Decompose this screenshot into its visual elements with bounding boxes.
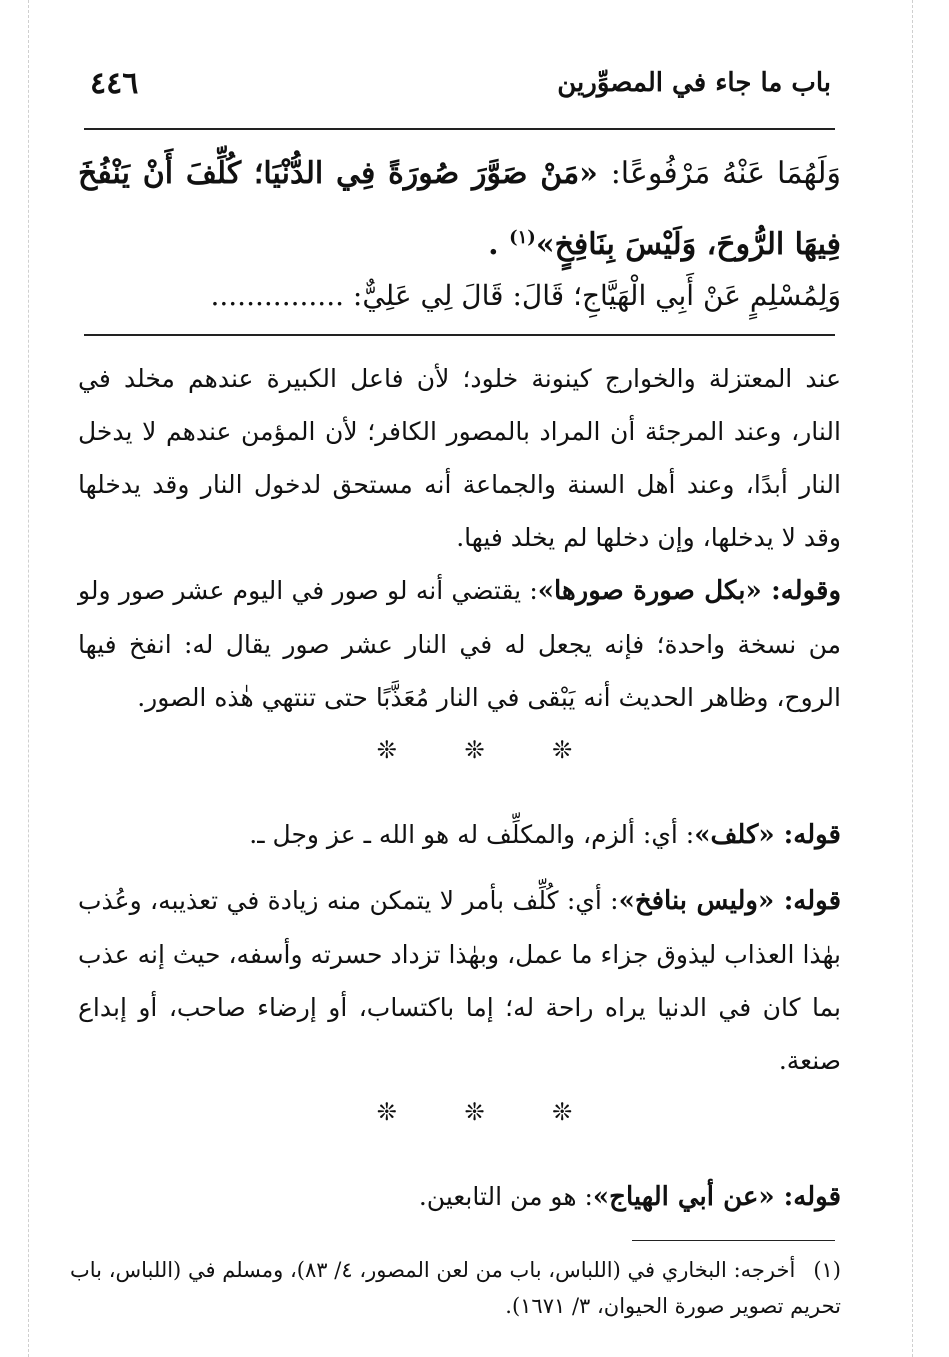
footnote-number: (١) bbox=[813, 1258, 841, 1282]
commentary-para-5 bbox=[78, 1170, 841, 1224]
scan-guide-line bbox=[912, 0, 913, 1357]
para3-text: : أي: ألزم، والمكلِّف له هو الله ـ عز وجل ـ. bbox=[249, 820, 695, 849]
page-header bbox=[90, 66, 831, 106]
hadith-end: . bbox=[488, 227, 499, 262]
footnote-marker: (١) bbox=[509, 227, 536, 248]
para5-label: قوله: «عن أبي الهياج» bbox=[592, 1182, 841, 1212]
section-divider-stars: ❊ ❊ ❊ bbox=[376, 736, 603, 764]
scan-guide-line bbox=[28, 0, 29, 1357]
para4-text: : أي: كُلِّف بأمر لا يتمكن منه زيادة في تعذيبه، وعُذب بهٰذا العذاب ليذوق جزاء ما عمل، وبهٰذا تزداد حسرته وأسفه، حيث إنه عذب بما كان في الدنيا يراه راحة له؛ إما باكتساب، أو إرضاء صاحب، أو إبداع صنعة. bbox=[78, 886, 841, 1075]
para4-label: قوله: «وليس بنافخ» bbox=[618, 886, 842, 916]
footnote-text: أخرجه: البخاري في (اللباس، باب من لعن المصور، ٤/ ٨٣)، ومسلم في (اللباس، باب تحريم تصوير صورة الحيوان، ٣/ ١٦٧١). bbox=[70, 1258, 841, 1318]
section-divider-stars: ❊ ❊ ❊ bbox=[376, 1098, 603, 1126]
commentary-para-3 bbox=[78, 808, 841, 862]
para3-label: قوله: «كلف» bbox=[694, 820, 841, 850]
footnote-rule bbox=[632, 1240, 835, 1241]
matn-rule bbox=[84, 334, 835, 336]
commentary-para-4 bbox=[78, 874, 841, 1087]
footnote bbox=[70, 1252, 841, 1324]
para2-text: : يقتضي أنه لو صور في اليوم عشر صور ولو من نسخة واحدة؛ فإنه يجعل له في النار عشر صور يقال له: انفخ فيها الروح، وظاهر الحديث أنه يَبْقى في النار مُعَذَّبًا حتى تنتهي هٰذه الصور. bbox=[78, 576, 841, 712]
running-title: باب ما جاء في المصوِّرين bbox=[557, 68, 831, 98]
header-rule bbox=[84, 128, 835, 130]
hadith-quote: «مَنْ صَوَّرَ صُورَةً فِي الدُّنْيَا؛ كُلِّفَ أَنْ يَنْفُخَ فِيهَا الرُّوحَ، وَلَيْسَ بِنَافِخٍ» bbox=[78, 156, 841, 262]
commentary-para-1: عند المعتزلة والخوارج كينونة خلود؛ لأن فاعل الكبيرة عندهم مخلد في النار، وعند المرجئة أن المراد بالمصور الكافر؛ لأن المؤمن عندهم لا يدخل النار أبدًا، وعند أهل السنة والجماعة أنه مستحق لدخول النار وقد يدخلها وقد لا يدخلها، وإن دخلها لم يخلد فيها. bbox=[78, 364, 841, 552]
hadith-intro: وَلَهُمَا عَنْهُ مَرْفُوعًا: bbox=[610, 156, 841, 191]
page-number: ٤٤٦ bbox=[90, 66, 139, 101]
hadith-text bbox=[78, 142, 841, 277]
commentary-para-2 bbox=[78, 564, 841, 724]
para2-label: وقوله: «بكل صورة صورها» bbox=[537, 576, 841, 606]
hadith-line-abu-hayyaj: وَلِمُسْلِمٍ عَنْ أَبِي الْهَيَّاجِ؛ قَالَ: قَالَ لِي عَلِيٌّ: ............... bbox=[210, 279, 841, 312]
para5-text: : هو من التابعين. bbox=[418, 1182, 593, 1211]
